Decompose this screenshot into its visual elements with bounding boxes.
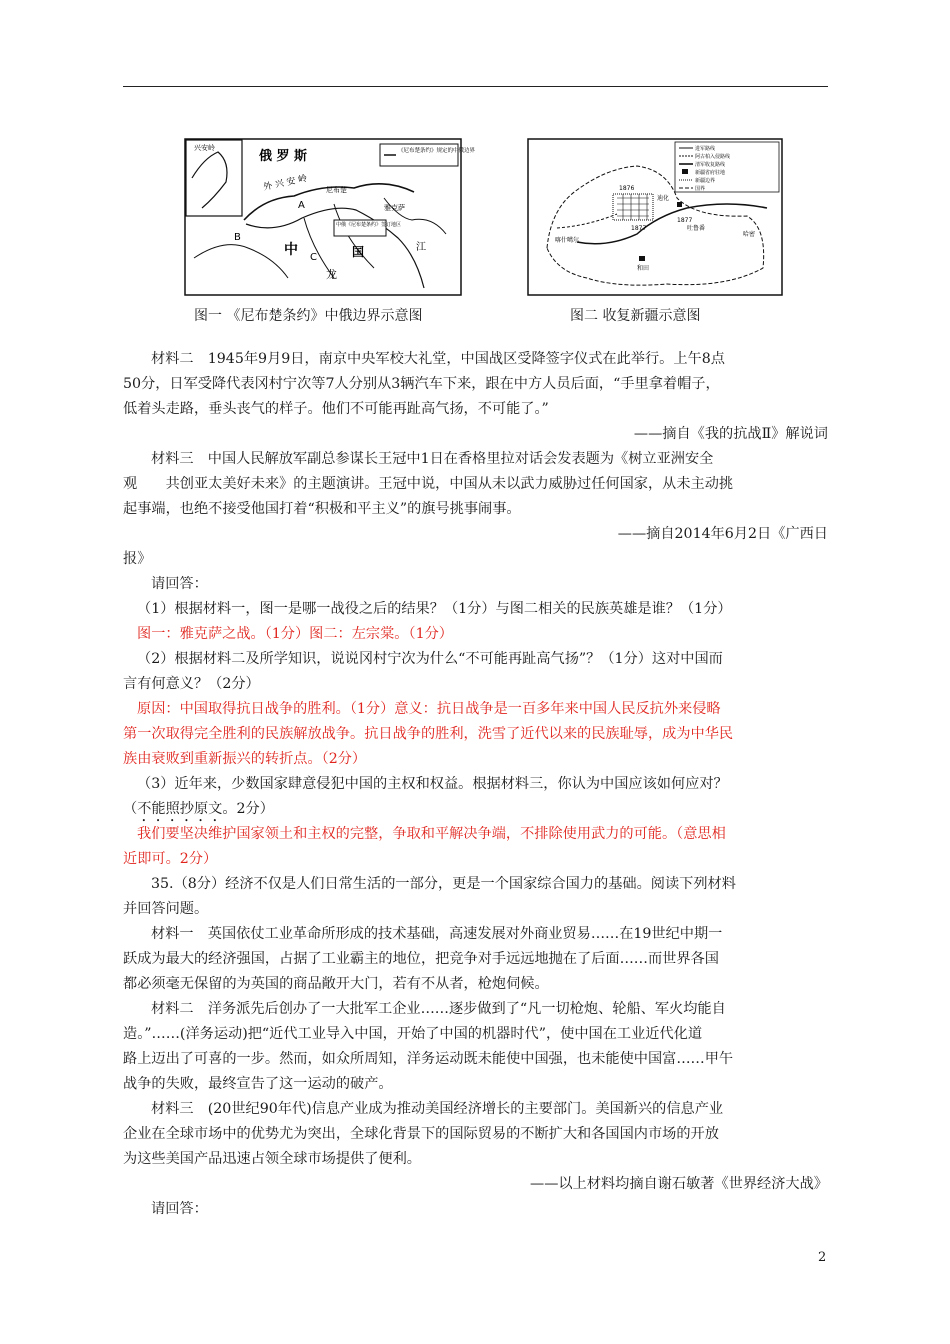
material3-line-3: 起事端，也绝不接受他国打着“积极和平主义”的旗号挑事闹事。 <box>123 501 521 517</box>
q34-answer-3-line-2: 近即可。2分） <box>123 851 218 867</box>
fig2-legend-5: 国界 <box>695 186 706 192</box>
fig2-legend-3: 新疆省府驻地 <box>695 170 726 176</box>
header-rule <box>123 86 828 87</box>
q34-answer-1: 图一：雅克萨之战。（1分）图二：左宗棠。（1分） <box>137 626 453 642</box>
fig1-inset-label: 兴安岭 <box>194 144 215 152</box>
figure-1-map <box>184 138 476 296</box>
fig1-yakesa-label: 雅克萨 <box>384 204 405 212</box>
q35-prompt: 请回答： <box>151 1201 208 1217</box>
fig2-year-2: 1877 <box>631 225 647 232</box>
q34-question-2b: 言有何意义？（2分） <box>123 676 260 692</box>
q35-material2-line-1: 材料二 洋务派先后创办了一大批军工企业……逐步做到了“凡一切枪炮、轮船、军火均能自 <box>151 1001 726 1017</box>
q35-intro-line-1: 35.（8分）经济不仅是人们日常生活的一部分，更是一个国家综合国力的基础。阅读下列材料 <box>151 876 736 892</box>
fig1-nerchinsk-label: 尼布楚 <box>326 186 347 194</box>
q34-answer-2-line-3: 族由衰败到重新振兴的转折点。（2分） <box>123 751 367 767</box>
q35-material3-line-3: 为这些美国产品迅速占领全球市场提供了便利。 <box>123 1151 421 1167</box>
material3-line-2: 观 共创亚太美好未来》的主题演讲。王冠中说，中国从未以武力威胁过任何国家，从未主动挑 <box>123 476 734 492</box>
q35-material2-line-2: 造。”……(洋务运动)把“近代工业导入中国，开始了中国的机器时代”，使中国在工业近代化道 <box>123 1026 703 1042</box>
material2-source: ——摘自《我的抗战Ⅱ》解说词 <box>633 426 828 442</box>
figure-2-map <box>527 138 783 296</box>
q3b-open: （ <box>123 801 138 817</box>
q34-answer-2-line-2: 第一次取得完全胜利的民族解放战争。抗日战争的胜利，洗雪了近代以来的民族耻辱，成为中华民 <box>123 726 734 742</box>
material3-source-b: 报》 <box>123 551 152 567</box>
q3b-emphasis: 不能照抄原文 <box>137 801 223 817</box>
fig1-jiang-label: 江 <box>416 242 426 253</box>
fig1-legend: 《尼布楚条约》规定的中俄边界 <box>398 148 476 154</box>
fig2-legend-2: 清军收复路线 <box>695 162 726 168</box>
fig2-legend-1: 阿古柏入侵路线 <box>695 154 731 160</box>
q35-material3-line-2: 企业在全球市场中的优势尤为突出，全球化背景下的国际贸易的不断扩大和各国国内市场的开放 <box>123 1126 719 1142</box>
fig2-year-0: 1876 <box>619 185 635 192</box>
q34-answer-2-line-1: 原因：中国取得抗日战争的胜利。（1分）意义：抗日战争是一百多年来中国人民反抗外来侵略 <box>137 701 721 717</box>
fig1-hinggan-label: 外 兴 安 岭 <box>262 173 309 193</box>
q35-material1-line-2: 跃成为最大的经济强国，占据了工业霸主的地位，把竞争对手远远地抛在了后面……而世界各国 <box>123 951 719 967</box>
fig2-place-4: 和田 <box>637 265 650 272</box>
q34-question-3b <box>123 797 828 825</box>
q34-answer-3-line-1: 我们要坚决维护国家领土和主权的完整，争取和平解决争端，不排除使用武力的可能。（意思相 <box>137 826 726 842</box>
figure-1-caption: 图一 《尼布楚条约》中俄边界示意图 <box>194 308 423 324</box>
fig1-long-label: 龙 <box>326 268 337 281</box>
fig1-label-a: A <box>298 200 305 211</box>
fig1-label-c: C <box>310 252 317 263</box>
fig1-guo-label: 国 <box>352 245 365 259</box>
figure-2-caption: 图二 收复新疆示意图 <box>570 308 701 324</box>
fig1-china-label: 中 <box>284 242 298 258</box>
material2-line-1: 材料二 1945年9月9日，南京中央军校大礼堂，中国战区受降签字仪式在此举行。上午8点 <box>151 351 725 367</box>
fig2-place-1: 吐鲁番 <box>687 225 706 232</box>
q34-question-2: （2）根据材料二及所学知识，说说冈村宁次为什么“不可能再趾高气扬”？（1分）这对中国而 <box>137 651 723 667</box>
q34-question-3: （3）近年来，少数国家肆意侵犯中国的主权和权益。根据材料三，你认为中国应该如何应对？ <box>137 776 728 792</box>
fig2-legend-0: 进军路线 <box>695 146 716 152</box>
q35-material1-line-3: 都必须毫无保留的为英国的商品敞开大门，若有不从者，枪炮伺候。 <box>123 976 549 992</box>
fig2-place-2: 哈密 <box>743 231 756 238</box>
q34-prompt: 请回答： <box>151 576 208 592</box>
fig2-place-0: 迪化 <box>657 195 670 202</box>
fig2-place-3: 喀什噶尔 <box>555 237 580 244</box>
fig2-legend-4: 新疆边界 <box>695 178 716 184</box>
fig1-russia-label: 俄 罗 斯 <box>259 149 308 164</box>
page-number: 2 <box>818 1250 827 1265</box>
q3b-close: 。2分） <box>222 801 274 817</box>
q35-source: ——以上材料均摘自谢石敏著《世界经济大战》 <box>530 1176 828 1192</box>
q34-question-1: （1）根据材料一，图一是哪一战役之后的结果？（1分）与图二相关的民族英雄是谁？（1分） <box>137 601 732 617</box>
q35-material2-line-4: 战争的失败，最终宣告了这一运动的破产。 <box>123 1076 393 1092</box>
material2-line-2: 50分，日军受降代表冈村宁次等7人分别从3辆汽车下来，跟在中方人员后面，“手里拿着帽子， <box>123 376 720 392</box>
fig1-label-b: B <box>234 232 241 243</box>
fig1-ceded-label: 中俄《尼布楚条约》签订地区 <box>336 222 402 228</box>
material3-source-a: ——摘自2014年6月2日《广西日 <box>617 526 828 542</box>
fig2-year-1: 1877 <box>677 217 693 224</box>
material2-line-3: 低着头走路，垂头丧气的样子。他们不可能再趾高气扬，不可能了。” <box>123 401 549 417</box>
material3-line-1: 材料三 中国人民解放军副总参谋长王冠中1日在香格里拉对话会发表题为《树立亚洲安全 <box>151 451 714 467</box>
q35-intro-line-2: 并回答问题。 <box>123 901 209 917</box>
q35-material3-line-1: 材料三 (20世纪90年代)信息产业成为推动美国经济增长的主要部门。美国新兴的信息产业 <box>151 1101 724 1117</box>
q35-material2-line-3: 路上迈出了可喜的一步。然而，如众所周知，洋务运动既未能使中国强，也未能使中国富……甲午 <box>123 1051 734 1067</box>
q35-material1-line-1: 材料一 英国依仗工业革命所形成的技术基础，高速发展对外商业贸易……在19世纪中期一 <box>151 926 723 942</box>
